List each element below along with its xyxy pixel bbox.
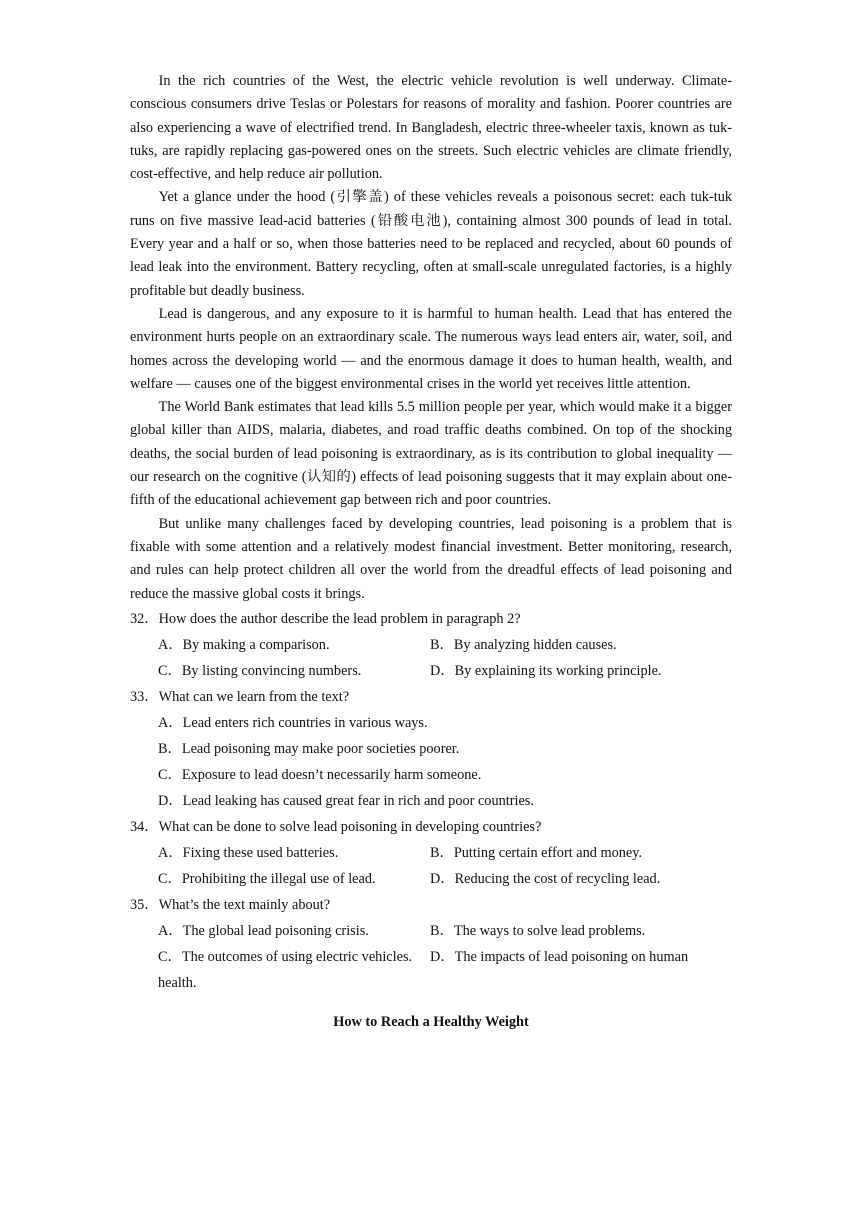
question-35 bbox=[130, 892, 732, 996]
question-34-stem: 34．What can be done to solve lead poisoning in developing countries? bbox=[130, 818, 542, 835]
question-33-option-c: C．Exposure to lead doesn’t necessarily harm someone. bbox=[158, 766, 482, 783]
document-page bbox=[130, 70, 732, 1031]
question-35-option-b: B．The ways to solve lead problems. bbox=[430, 922, 646, 939]
question-33-option-d: D．Lead leaking has caused great fear in rich and poor countries. bbox=[158, 792, 534, 809]
question-35-stem: 35．What’s the text mainly about? bbox=[130, 896, 331, 913]
question-34 bbox=[130, 814, 732, 892]
question-32-stem: 32．How does the author describe the lead problem in paragraph 2? bbox=[130, 610, 521, 627]
passage-paragraph-1: In the rich countries of the West, the electric vehicle revolution is well underway. Climate-conscious consumers drive Teslas or Polestars for reasons of morality and fashion. Poorer countries are also experiencing a wave of electrified trend. In Bangladesh, electric three-wheeler taxis, known as tuk-tuks, are rapidly replacing gas-powered ones on the streets. Such electric vehicles are climate friendly, cost-effective, and help reduce air pollution. bbox=[130, 73, 732, 183]
question-34-option-d: D．Reducing the cost of recycling lead. bbox=[430, 870, 661, 887]
question-34-option-b: B．Putting certain effort and money. bbox=[430, 844, 643, 861]
reading-passage bbox=[130, 70, 732, 606]
question-34-option-c: C．Prohibiting the illegal use of lead. bbox=[158, 870, 376, 887]
question-35-option-c: C．The outcomes of using electric vehicles. bbox=[158, 948, 413, 965]
question-32 bbox=[130, 606, 732, 684]
question-32-option-d: D．By explaining its working principle. bbox=[430, 662, 662, 679]
question-33 bbox=[130, 684, 732, 814]
next-passage-heading: How to Reach a Healthy Weight bbox=[333, 1013, 529, 1030]
question-32-option-b: B．By analyzing hidden causes. bbox=[430, 636, 617, 653]
passage-paragraph-4: The World Bank estimates that lead kills 5.5 million people per year, which would make it a bigger global killer than AIDS, malaria, diabetes, and road traffic deaths combined. On top of the shocking deaths, the social burden of lead poisoning is extraordinary, as is its contribution to global inequality — our research on the cognitive (认知的) effects of lead poisoning suggests that it may explain about one-fifth of the educational achievement gap between rich and poor countries. bbox=[130, 399, 732, 509]
question-35-option-a: A．The global lead poisoning crisis. bbox=[158, 922, 369, 939]
passage-paragraph-3: Lead is dangerous, and any exposure to it is harmful to human health. Lead that has entered the environment hurts people on an extraordinary scale. The numerous ways lead enters air, water, soil, and homes across the developing world — and the enormous damage it does to human health, wealth, and welfare — causes one of the biggest environmental crises in the world yet receives little attention. bbox=[130, 305, 732, 392]
passage-paragraph-2: Yet a glance under the hood (引擎盖) of these vehicles reveals a poisonous secret: each tuk-tuk runs on five massive lead-acid batteries (铅酸电池), containing almost 300 pounds of lead in total. Every year and a half or so, when those batteries need to be replaced and recycled, about 60 pounds of lead leak into the environment. Battery recycling, often at small-scale unregulated factories, is a highly profitable but deadly business. bbox=[130, 189, 732, 299]
question-33-option-a: A．Lead enters rich countries in various ways. bbox=[158, 714, 428, 731]
question-34-option-a: A．Fixing these used batteries. bbox=[158, 844, 339, 861]
question-35-option-d-continued: health. bbox=[158, 974, 197, 991]
question-35-option-d: D．The impacts of lead poisoning on human bbox=[430, 948, 689, 965]
question-32-option-a: A．By making a comparison. bbox=[158, 636, 330, 653]
question-33-option-b: B．Lead poisoning may make poor societies poorer. bbox=[158, 740, 460, 757]
passage-paragraph-5: But unlike many challenges faced by developing countries, lead poisoning is a problem that is fixable with some attention and a relatively modest financial investment. Better monitoring, research, and rules can help protect children all over the world from the dreadful effects of lead poisoning and reduce the massive global costs it brings. bbox=[130, 515, 732, 602]
question-32-option-c: C．By listing convincing numbers. bbox=[158, 662, 362, 679]
question-33-stem: 33．What can we learn from the text? bbox=[130, 688, 350, 705]
